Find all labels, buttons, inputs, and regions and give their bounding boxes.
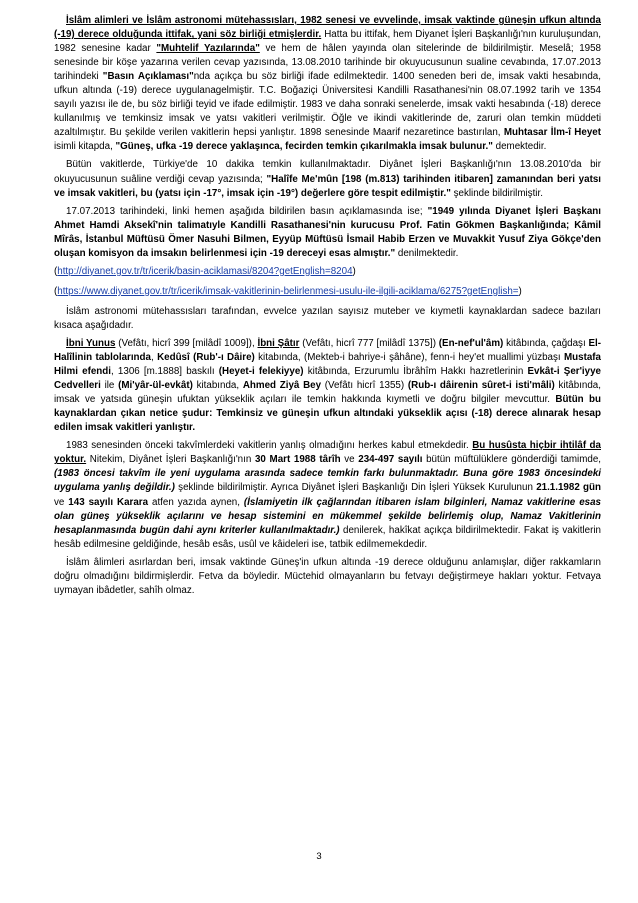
text-run: ( — [54, 285, 58, 297]
text-run: nda açıkça bu söz birliği ifade edilmektedir. 1400 seneden beri de, imsak vakti hesabında, ufkun altında (-19) derece uygulanagelmiştir. T.C. Boğaziçi Üniversitesi Kandilli Rasathanesi'nin 08.07.1992 tarih ve 1354 sayılı yazısı ile de, bu söz birliği teyid ve ifade edilmiştir. 1983 ve daha sonraki senelerde, imsak vakti hesabında (-18) derece kullanılmış ve temkinsiz imsak ve yatsı vakitleri verilmiştir. Öğle ve ikindi vakitlerinde de, zaruri olan temkin müddeti azaltılmıştır. Bu şekilde verilen vakitlerin hepsi yanlıştır. 1898 senesinde Maarif nezaretince bastırılan, — [54, 71, 601, 139]
text-run: El- Halîlinin tablolarında — [54, 337, 602, 364]
text-run: (Vefâtı, hicrî 399 [milâdî 1009]), — [115, 337, 258, 349]
text-run: Ahmed Ziyâ Bey — [242, 380, 322, 392]
paragraph-3 — [54, 205, 601, 261]
text-run: kitabında, — [192, 380, 243, 392]
text-run: Bütün bu kaynaklardan çıkan netice şudur: Temkinsiz ve güneşin ufkun altındaki yükseklik açısı (-18) derece alınarak hesap edilen imsak vakitleri yanlıştır. — [54, 394, 601, 434]
text-run: Kedûsî (Rub'-ı Dâire) — [157, 352, 255, 364]
text-run: "Muhtelif Yazılarında" — [156, 43, 260, 55]
text-run: ve — [340, 454, 359, 466]
text-run: , 1306 [m.1888] baskılı — [111, 366, 219, 378]
text-run: 30 Mart 1988 târîh — [254, 454, 341, 466]
text-run: şeklinde bildirilmiştir. Ayrıca Diyânet İşleri Başkanlığı Din İşleri Yüksek Kurulunun — [174, 482, 537, 494]
text-run: İslâm alimleri ve İslâm astronomi mütehassısları, 1982 senesi ve evvelinde, imsak vaktinde güneşin ufkun altında (-19) derece olduğunda ittifak, yani söz birliği etmişlerdir. — [54, 15, 601, 41]
paragraph-2 — [54, 158, 601, 200]
text-run: İbni Yunus — [66, 337, 116, 349]
text-run: atfen yazıda aynen, — [148, 496, 244, 508]
text-run: kitabında, (Mekteb-i bahriye-i şâhâne), fenn-i hey'et muallimi yüzbaşı — [254, 352, 564, 364]
text-run: "Halîfe Me'mûn [198 (m.813) tarihinden itibaren] zamanından beri yatsı ve imsak vakitleri, bu (yatsı için -17°, imsak için -19°) değerlere göre tespit edilmiştir." — [54, 173, 601, 199]
reference-link[interactable]: http://diyanet.gov.tr/tr/icerik/basin-aciklamasi/8204?getEnglish=8204 — [57, 265, 353, 277]
text-run: Bütün vakitlerde, Türkiye'de 10 dakika temkin kullanılmaktadır. Diyânet İşleri Başkanlığı'nın 13.08.2010'da bir okuyucusunun suâline verdiği cevap yazısında; — [54, 159, 601, 185]
page-number: 3 — [316, 851, 322, 862]
text-run: Muhtasar İlm-î Heyet — [503, 127, 601, 139]
text-run: 17.07.2013 tarihindeki, linki hemen aşağıda bildirilen basın açıklamasında ise; — [66, 205, 428, 217]
paragraph-7 — [54, 337, 601, 435]
text-run: "Güneş, ufka -19 derece yaklaşınca, fecirden temkin çıkarılmakla imsak bulunur." — [115, 141, 493, 153]
text-run: İslâm astronomi mütehassısları tarafından, evvelce yazılan sayısız muteber ve kıymetli kaynaklardan sadece bazıları kısaca aşağıdadır. — [54, 305, 601, 331]
text-run: (Heyet-i felekiyye) — [218, 366, 304, 378]
text-run: Hatta bu ittifak, hem Diyanet İşleri Başkanlığı'nın kuruluşundan, 1982 senesine kadar — [54, 29, 601, 55]
text-run: İbni Şâtır — [257, 337, 300, 349]
text-run: kitâbında, çağdaşı — [503, 337, 589, 349]
text-run: 21.1.1982 gün — [536, 482, 601, 494]
reference-link[interactable]: https://www.diyanet.gov.tr/tr/icerik/imsak-vakitlerinin-belirlenmesi-usulu-ile-ilgili-aciklama/6275?getEnglish= — [57, 285, 519, 297]
text-run: "1949 yılında Diyanet İşleri Başkanı Ahmet Hamdi Aksekî'nin talimatıyle Kandilli Rasathanesi'nin kurucusu Prof. Fatin Gökmen Başkanlığında; Kâmil Mîrâs, İstanbul Müftüsü Ömer Nasuhi Bilmen, Eyyüp Müftüsü İsmail Habib Erzen ve Muvakkit Yusuf Ziya Gökçe'den oluşan komisyon da imsakın belirlenmesi için -19 dereceyi esas almıştır." — [54, 205, 602, 259]
text-run: denilmektedir. — [395, 247, 459, 259]
text-run: Nitekim, Diyânet İşleri Başkanlığı'nın — [86, 454, 255, 466]
text-run: 1983 senesinden önceki takvîmlerdeki vakitlerin yanlış olmadığını herkes kabul etmekdedir. — [66, 440, 473, 452]
text-run: şeklinde bildirilmiştir. — [450, 187, 543, 199]
text-run: (1983 öncesi takvîm ile yeni uygulama arasında sadece temkin farkı bulunmaktadır. Buna göre 1983 öncesindeki uygulama yanlış değildir.) — [54, 468, 601, 494]
text-run: ) — [352, 265, 356, 277]
text-run: ve hem de hâlen yayında olan sitelerinde de bildirilmiştir. Meselâ; 1958 senesinde bir köşe yazarına verilen cevap yazısında, 13.08.2010 tarihinde bir okuyucusunun sualine cevabında, 17.07.2013 tarihindeki — [54, 43, 601, 83]
paragraph-1 — [54, 14, 601, 154]
document-body — [54, 14, 601, 602]
text-run: denilerek, hakîkat açıkça bildirilmektedir. Fakat iş vakitlerin hesâb edilmesine geldiğinde, hesâb esâs, usûl ve kâideleri ise, tatbik edilmemekdedir. — [54, 524, 602, 550]
text-run: ( — [54, 265, 58, 277]
text-run: kitâbında, Erzurumlu İbrâhîm Hakkı hazretlerinin — [303, 366, 528, 378]
text-run: ile — [100, 380, 119, 392]
paragraph-6 — [54, 305, 601, 333]
text-run: isimli kitapda, — [54, 141, 116, 153]
text-run: Bu husûsta hiçbir ihtilâf da yoktur. — [54, 440, 601, 466]
text-run: ) — [518, 285, 522, 297]
text-run: (Vefâtı, hicrî 777 [milâdî 1375]) — [299, 337, 439, 349]
text-run: , — [150, 352, 158, 364]
text-run: (Rub-ı dâirenin sûret-i isti'mâli) — [407, 380, 555, 392]
text-run: İslâm âlimleri asırlardan beri, imsak vaktinde Güneş'in ufkun altında -19 derece olduğunu anlamışlar, diğer rakkamların doğru olmadığını bildirmişlerdir. Fetva da böyledir. Müctehid olmayanların bu fetvayı değiştirmeye hakları yoktur. Fetvaya uymayan ibâdetler, sahîh olmaz. — [54, 556, 601, 596]
paragraph-4 — [54, 265, 601, 279]
paragraph-5 — [54, 285, 601, 299]
text-run: kitâbında, imsak ve yatsıda güneşin ufuktan yükseklik açıları ile temkin hakkında kıymetli ve doğru bilgiler mevcuttur. — [54, 380, 601, 406]
text-run: (Mi'yâr-ül-evkât) — [118, 380, 193, 392]
text-run: 234-497 sayılı — [358, 454, 423, 466]
text-run: (İslamiyetin ilk çağlarından itibaren islam bilginleri, Namaz vakitlerine esas olan güneş yükseklik açılarını ve hesap sistemini en mükemmel şekilde belirlemiş olup, Namaz Vakitlerinin hesaplanmasında bugün dahi aynı kriterler kullanılmaktadır.) — [54, 496, 601, 536]
text-run: Evkât-i Şer'iyye Cedvelleri — [54, 366, 602, 392]
text-run: Mustafa Hilmi efendi — [54, 352, 601, 378]
text-run: ve — [54, 496, 69, 508]
text-run: (Vefâtı hicrî 1355) — [321, 380, 408, 392]
text-run: "Basın Açıklaması" — [102, 71, 194, 83]
text-run: (En-nef'ul'âm) — [438, 337, 504, 349]
paragraph-8 — [54, 439, 601, 551]
paragraph-9 — [54, 556, 601, 598]
text-run: demektedir. — [492, 141, 547, 153]
text-run: bütün müftülüklere gönderdiği tamimde, — [422, 454, 602, 466]
text-run: 143 sayılı Karara — [68, 496, 149, 508]
